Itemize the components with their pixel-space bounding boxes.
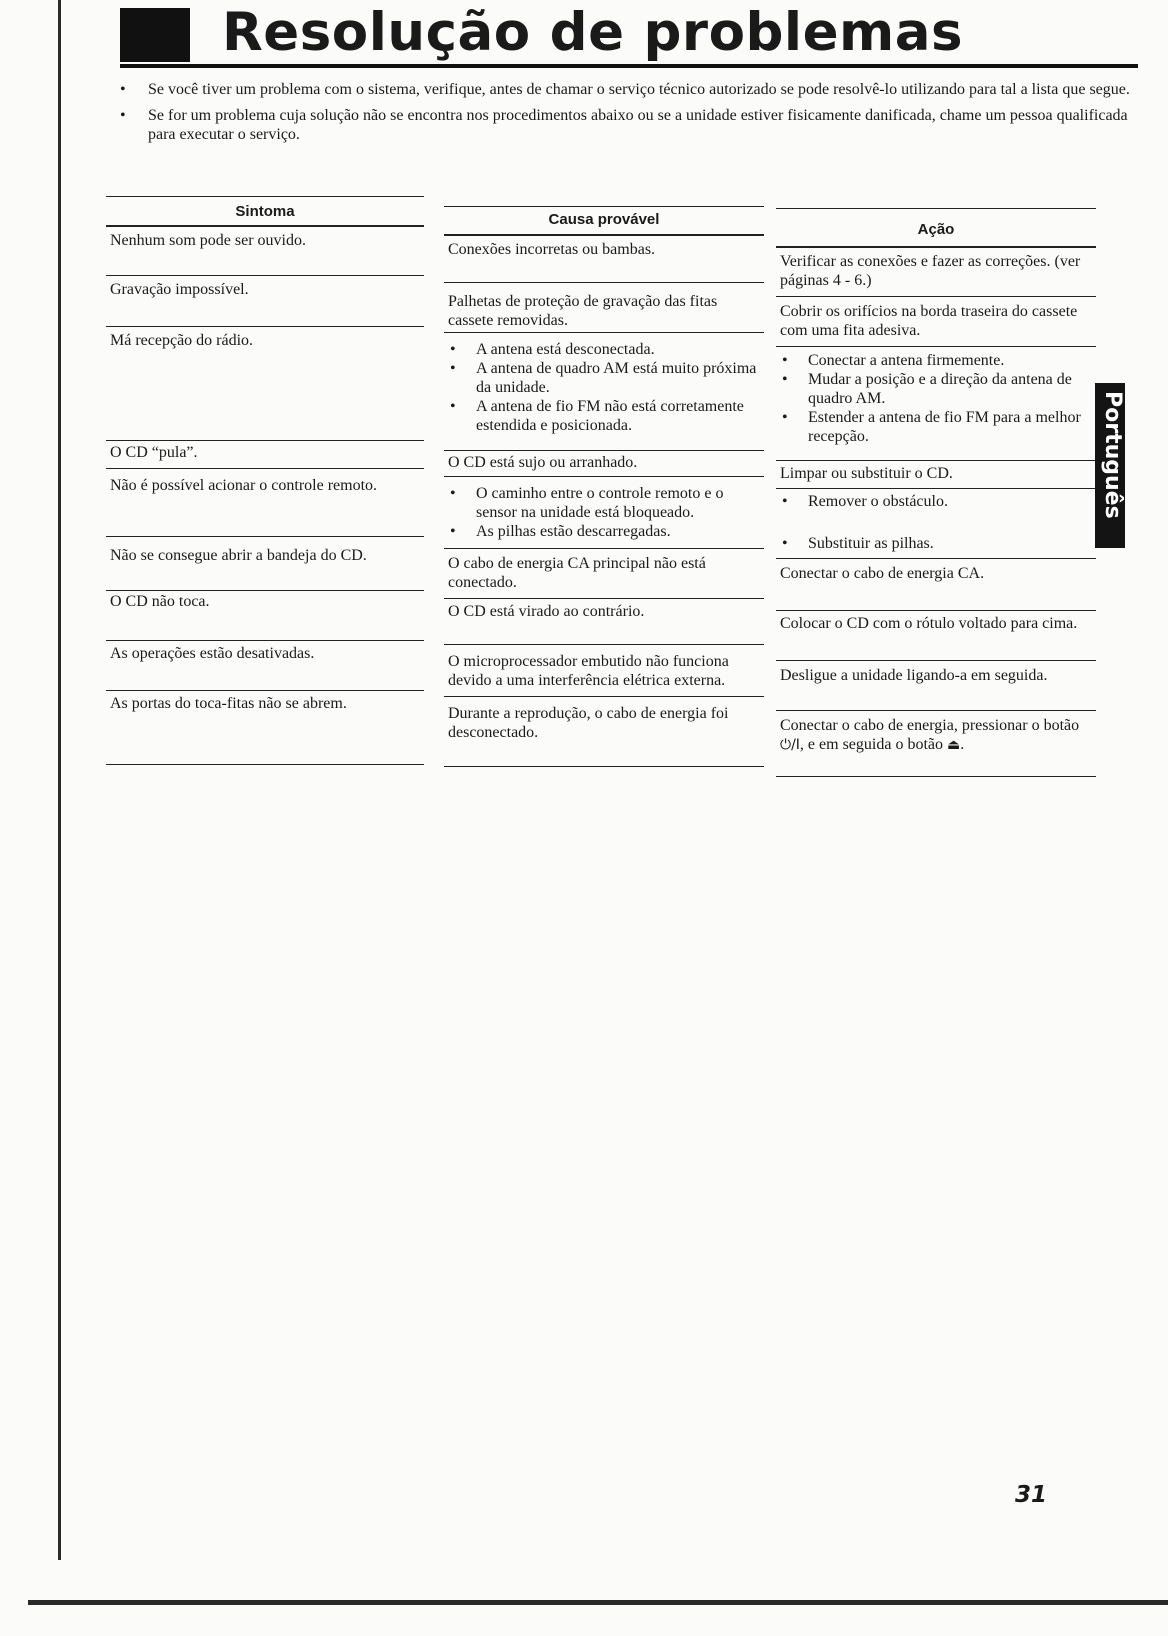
title-block-marker bbox=[120, 8, 190, 62]
symptom-cell: As portas do toca-fitas não se abrem. bbox=[110, 695, 347, 712]
action-bullet: • Mudar a posição e a direção da antena de quadro AM. bbox=[780, 370, 1096, 408]
action-list-radio bbox=[780, 351, 1096, 446]
bottom-rule bbox=[28, 1600, 1168, 1605]
cause-cell: O cabo de energia CA principal não está conectado. bbox=[448, 555, 706, 591]
symptom-header: Sintoma bbox=[235, 203, 295, 220]
action-cell: Colocar o CD com o rótulo voltado para cima. bbox=[780, 615, 1078, 632]
cause-bullet: • A antena de fio FM não está corretamente estendida e posicionada. bbox=[448, 397, 764, 435]
action-cell: Conectar o cabo de energia CA. bbox=[780, 565, 985, 582]
action-header: Ação bbox=[917, 221, 955, 238]
intro-item: • Se você tiver um problema com o sistema, verifique, antes de chamar o serviço técnico autorizado se pode resolvê-lo utilizando para tal a lista que segue. bbox=[120, 80, 1140, 99]
symptom-cell: O CD “pula”. bbox=[110, 444, 198, 461]
symptom-cell: Nenhum som pode ser ouvido. bbox=[110, 232, 306, 249]
power-standby-icon: ⏻/I bbox=[780, 737, 800, 753]
rule bbox=[444, 766, 764, 767]
language-side-tab bbox=[1095, 383, 1125, 548]
cause-cell: Conexões incorretas ou bambas. bbox=[448, 241, 656, 258]
symptom-cell: Má recepção do rádio. bbox=[110, 332, 254, 349]
symptom-cell: O CD não toca. bbox=[110, 593, 210, 610]
rule bbox=[444, 598, 764, 599]
rule bbox=[444, 332, 764, 333]
action-cell: Desligue a unidade ligando-a em seguida. bbox=[780, 667, 1048, 684]
rule bbox=[106, 764, 424, 765]
rule bbox=[106, 640, 424, 641]
cause-bullet: • O caminho entre o controle remoto e o sensor na unidade está bloqueado. bbox=[448, 484, 764, 522]
cause-column bbox=[444, 206, 764, 786]
action-bullet: • Conectar a antena firmemente. bbox=[780, 351, 1096, 370]
rule bbox=[106, 590, 424, 591]
rule bbox=[106, 440, 424, 441]
action-cell: Verificar as conexões e fazer as correções. (ver páginas 4 - 6.) bbox=[780, 253, 1081, 289]
rule bbox=[444, 450, 764, 451]
rule bbox=[776, 460, 1096, 461]
left-margin-rule bbox=[58, 0, 61, 1560]
rule bbox=[106, 468, 424, 469]
action-cell: Limpar ou substituir o CD. bbox=[780, 465, 953, 482]
rule bbox=[776, 710, 1096, 711]
rule bbox=[776, 208, 1096, 209]
symptom-cell: As operações estão desativadas. bbox=[110, 645, 315, 662]
action-cell-doors bbox=[780, 716, 1096, 755]
cause-list-remote bbox=[448, 484, 764, 541]
intro bbox=[120, 80, 1140, 151]
rule bbox=[106, 326, 424, 327]
cause-cell: O CD está sujo ou arranhado. bbox=[448, 454, 638, 471]
page-number: 31 bbox=[1015, 1482, 1048, 1508]
cause-list-radio bbox=[448, 340, 764, 435]
rule bbox=[106, 196, 424, 197]
intro-item: • Se for um problema cuja solução não se encontra nos procedimentos abaixo ou se a unidade estiver fisicamente danificada, chame um pessoa qualificada para executar o serviço. bbox=[120, 106, 1140, 144]
rule bbox=[106, 536, 424, 537]
action-bullet: • Estender a antena de fio FM para a melhor recepção. bbox=[780, 408, 1096, 446]
action-text: . bbox=[960, 736, 965, 753]
cause-bullet: • As pilhas estão descarregadas. bbox=[448, 522, 764, 541]
cause-header: Causa provável bbox=[548, 211, 660, 228]
cause-bullet: • A antena de quadro AM está muito próxima da unidade. bbox=[448, 359, 764, 397]
action-column bbox=[776, 208, 1096, 788]
action-text: Conectar o cabo de energia, pressionar o botão bbox=[780, 717, 1080, 734]
cause-cell: O microprocessador embutido não funciona devido a uma interferência elétrica externa. bbox=[448, 653, 729, 689]
cause-cell: O CD está virado ao contrário. bbox=[448, 603, 645, 620]
rule bbox=[106, 690, 424, 691]
rule bbox=[776, 660, 1096, 661]
rule bbox=[776, 558, 1096, 559]
header-rule bbox=[106, 225, 424, 227]
cause-cell: Durante a reprodução, o cabo de energia foi desconectado. bbox=[448, 705, 729, 741]
rule bbox=[776, 776, 1096, 777]
rule bbox=[776, 488, 1096, 489]
header-rule bbox=[444, 234, 764, 236]
symptom-cell: Não é possível acionar o controle remoto. bbox=[110, 477, 378, 494]
rule bbox=[776, 296, 1096, 297]
rule bbox=[106, 275, 424, 276]
action-list-remote bbox=[780, 492, 1096, 553]
rule bbox=[444, 282, 764, 283]
symptom-cell: Não se consegue abrir a bandeja do CD. bbox=[110, 547, 367, 564]
page-title: Resolução de problemas bbox=[222, 2, 964, 63]
symptom-cell: Gravação impossível. bbox=[110, 281, 249, 298]
title-rule bbox=[120, 64, 1138, 68]
symptom-column bbox=[106, 196, 424, 776]
action-text: , e em seguida o botão bbox=[799, 736, 943, 753]
action-bullet: • Remover o obstáculo. bbox=[780, 492, 1096, 511]
rule bbox=[444, 644, 764, 645]
cause-bullet: • A antena está desconectada. bbox=[448, 340, 764, 359]
language-tab-label: Português bbox=[1100, 391, 1125, 519]
header-rule bbox=[776, 246, 1096, 248]
rule bbox=[444, 696, 764, 697]
rule bbox=[776, 610, 1096, 611]
rule bbox=[444, 206, 764, 207]
rule bbox=[444, 548, 764, 549]
eject-icon: ⏏ bbox=[947, 737, 961, 753]
cause-cell: Palhetas de proteção de gravação das fitas cassete removidas. bbox=[448, 293, 718, 329]
action-bullet: • Substituir as pilhas. bbox=[780, 534, 1096, 553]
action-cell: Cobrir os orifícios na borda traseira do cassete com uma fita adesiva. bbox=[780, 303, 1078, 339]
rule bbox=[444, 476, 764, 477]
rule bbox=[776, 346, 1096, 347]
